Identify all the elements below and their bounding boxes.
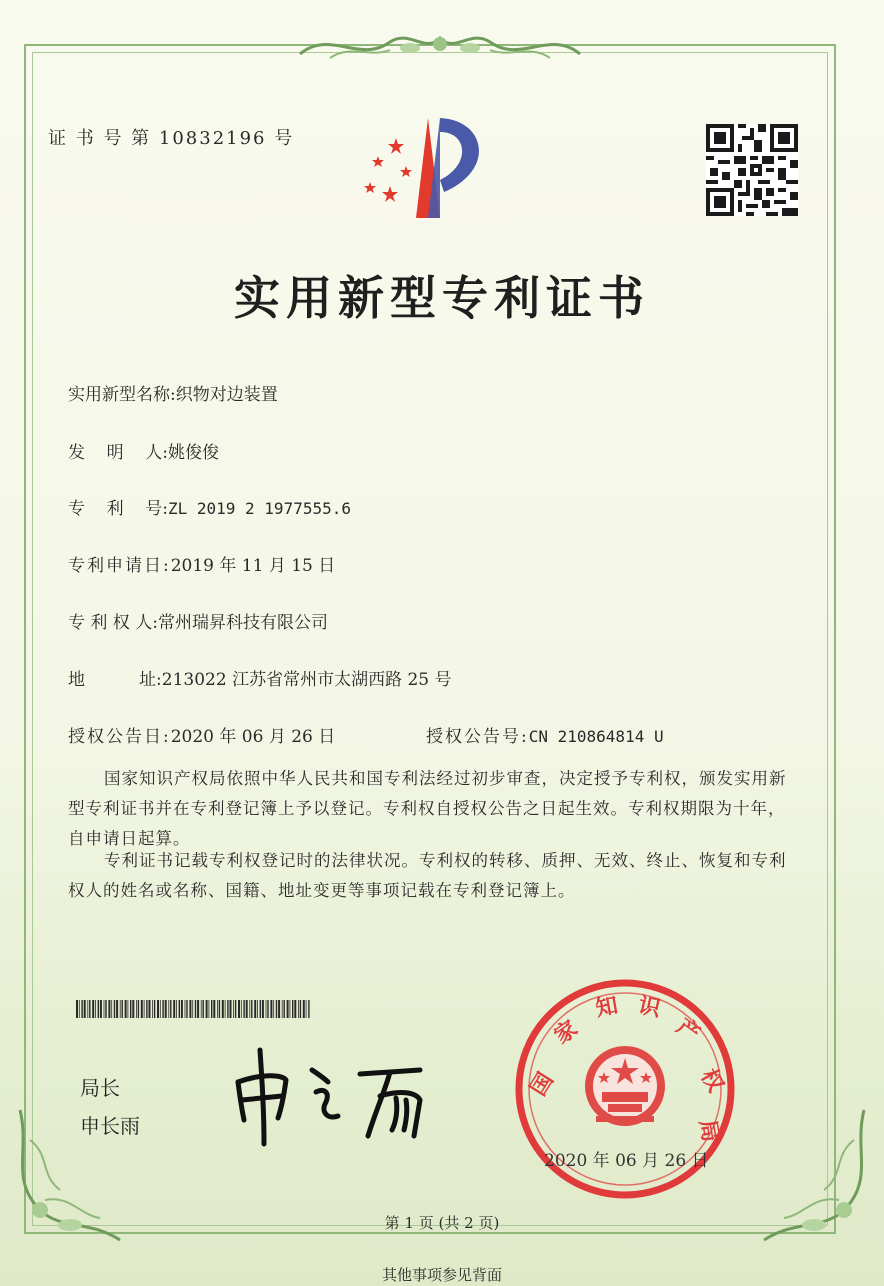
barcode-bar	[254, 1000, 256, 1018]
barcode-bar	[136, 1000, 137, 1018]
patentee-label: 专 利 权 人:	[68, 613, 158, 633]
barcode-bar	[203, 1000, 204, 1018]
svg-text:家: 家	[550, 1016, 583, 1050]
barcode-bar	[260, 1000, 261, 1018]
barcode-bar	[219, 1000, 220, 1018]
patent-number-value: ZL 2019 2 1977555.6	[167, 499, 351, 518]
barcode-bar	[209, 1000, 210, 1018]
barcode-bar	[162, 1000, 163, 1018]
patent-office-logo	[356, 110, 496, 222]
barcode-bar	[267, 1000, 268, 1018]
barcode-bar	[284, 1000, 285, 1018]
seal-date: 2020 年 06 月 26 日	[544, 1151, 709, 1171]
barcode-bar	[104, 1000, 105, 1018]
barcode-bar	[144, 1000, 145, 1018]
barcode-bar	[266, 1000, 267, 1018]
legal-paragraph-2: 专利证书记载专利权登记时的法律状况。专利权的转移、质押、无效、终止、恢复和专利权人的姓名或名称、国籍、地址变更等事项记载在专利登记簿上。	[68, 851, 787, 900]
field-inventor	[68, 438, 219, 463]
barcode-bar	[92, 1000, 94, 1018]
field-patentee	[68, 608, 328, 633]
barcode-bar	[179, 1000, 180, 1018]
barcode-bar	[87, 1000, 88, 1018]
barcode-bar	[125, 1000, 127, 1018]
barcode-bar	[76, 1000, 78, 1018]
barcode-bar	[122, 1000, 123, 1018]
patent-number-label: 专 利 号:	[68, 499, 168, 519]
barcode-bar	[141, 1000, 143, 1018]
barcode-bar	[287, 1000, 289, 1018]
barcode-bar	[120, 1000, 121, 1018]
patentee-value: 常州瑞昇科技有限公司	[157, 613, 328, 633]
certificate-number: 证 书 号 第 10832196 号	[48, 128, 295, 149]
barcode-bar	[105, 1000, 106, 1018]
barcode-bar	[189, 1000, 191, 1018]
barcode-bar	[243, 1000, 244, 1018]
barcode-bar	[165, 1000, 167, 1018]
grant-date-value: 2020 年 06 月 26 日	[170, 727, 336, 747]
barcode-bar	[303, 1000, 305, 1018]
barcode-bar	[173, 1000, 175, 1018]
grant-number-value: CN 210864814 U	[528, 727, 664, 746]
barcode-bar	[114, 1000, 115, 1018]
barcode-bar	[294, 1000, 296, 1018]
barcode-bar	[257, 1000, 258, 1018]
barcode-bar	[238, 1000, 240, 1018]
barcode	[76, 1000, 312, 1018]
barcode-bar	[300, 1000, 301, 1018]
svg-text:权: 权	[695, 1064, 728, 1097]
barcode-bar	[276, 1000, 277, 1018]
barcode-bar	[168, 1000, 169, 1018]
legal-paragraph-1: 国家知识产权局依照中华人民共和国专利法经过初步审查，决定授予专利权，颁发实用新型专利证书并在专利登记簿上予以登记。专利权自授权公告之日起生效。专利权期限为十年，自申请日起算。	[68, 769, 787, 848]
barcode-bar	[100, 1000, 102, 1018]
barcode-bar	[282, 1000, 283, 1018]
application-date-label: 专利申请日:	[68, 556, 171, 576]
barcode-bar	[108, 1000, 110, 1018]
barcode-bar	[195, 1000, 196, 1018]
footer-note: 其他事项参见背面	[381, 1266, 502, 1284]
barcode-bar	[217, 1000, 218, 1018]
barcode-bar	[84, 1000, 86, 1018]
application-date-value: 2019 年 11 月 15 日	[170, 556, 336, 576]
handwritten-signature	[220, 1040, 460, 1150]
svg-text:产: 产	[671, 1014, 705, 1048]
barcode-bar	[235, 1000, 236, 1018]
barcode-bar	[292, 1000, 293, 1018]
field-grant-number	[426, 722, 664, 747]
svg-text:国: 国	[526, 1068, 559, 1101]
barcode-bar	[262, 1000, 264, 1018]
barcode-bar	[170, 1000, 171, 1018]
barcode-bar	[149, 1000, 151, 1018]
barcode-bar	[211, 1000, 212, 1018]
barcode-bar	[201, 1000, 202, 1018]
barcode-bar	[192, 1000, 193, 1018]
barcode-bar	[111, 1000, 112, 1018]
barcode-bar	[251, 1000, 252, 1018]
barcode-bar	[308, 1000, 309, 1018]
inventor-value: 姚俊俊	[167, 443, 219, 463]
barcode-bar	[81, 1000, 82, 1018]
qr-code	[706, 124, 798, 216]
field-address	[68, 665, 452, 690]
utility-model-name-label: 实用新型名称:	[68, 385, 176, 405]
certificate-title: 实用新型专利证书	[234, 271, 650, 325]
barcode-bar	[241, 1000, 242, 1018]
barcode-bar	[306, 1000, 307, 1018]
grant-date-label: 授权公告日:	[68, 727, 171, 747]
barcode-bar	[138, 1000, 139, 1018]
barcode-bar	[116, 1000, 118, 1018]
barcode-bar	[249, 1000, 250, 1018]
barcode-bar	[298, 1000, 299, 1018]
barcode-bar	[146, 1000, 147, 1018]
barcode-bar	[79, 1000, 80, 1018]
barcode-bar	[270, 1000, 272, 1018]
grant-number-label: 授权公告号:	[426, 727, 529, 747]
barcode-bar	[160, 1000, 161, 1018]
barcode-bar	[233, 1000, 234, 1018]
barcode-bar	[181, 1000, 183, 1018]
barcode-bar	[176, 1000, 177, 1018]
director-name: 申长雨	[80, 1114, 140, 1138]
svg-text:知: 知	[593, 993, 620, 1022]
barcode-bar	[225, 1000, 226, 1018]
barcode-bar	[130, 1000, 131, 1018]
barcode-bar	[222, 1000, 224, 1018]
field-patent-number	[68, 494, 351, 519]
inventor-label: 发 明 人:	[68, 443, 168, 463]
barcode-bar	[246, 1000, 248, 1018]
barcode-bar	[152, 1000, 153, 1018]
barcode-bar	[213, 1000, 215, 1018]
barcode-bar	[186, 1000, 187, 1018]
barcode-bar	[157, 1000, 159, 1018]
address-value: 213022 江苏省常州市太湖西路 25 号	[161, 670, 452, 690]
barcode-bar	[98, 1000, 99, 1018]
barcode-bar	[273, 1000, 274, 1018]
barcode-bar	[197, 1000, 199, 1018]
top-ornament	[290, 24, 590, 70]
field-application-date	[68, 551, 335, 576]
barcode-bar	[278, 1000, 280, 1018]
address-label: 地 址:	[68, 670, 162, 690]
barcode-bar	[128, 1000, 129, 1018]
field-utility-model-name	[68, 380, 278, 405]
barcode-bar	[227, 1000, 228, 1018]
barcode-bar	[154, 1000, 155, 1018]
field-grant-date	[68, 722, 335, 747]
barcode-bar	[89, 1000, 90, 1018]
utility-model-name-value: 织物对边装置	[175, 385, 278, 405]
barcode-bar	[230, 1000, 232, 1018]
barcode-bar	[290, 1000, 291, 1018]
svg-text:局: 局	[694, 1117, 723, 1144]
director-title: 局长	[80, 1076, 120, 1100]
barcode-bar	[185, 1000, 186, 1018]
barcode-bar	[206, 1000, 208, 1018]
barcode-bar	[95, 1000, 96, 1018]
barcode-bar	[132, 1000, 134, 1018]
svg-text:识: 识	[635, 993, 663, 1023]
page-number: 第 1 页 (共 2 页)	[384, 1214, 500, 1232]
